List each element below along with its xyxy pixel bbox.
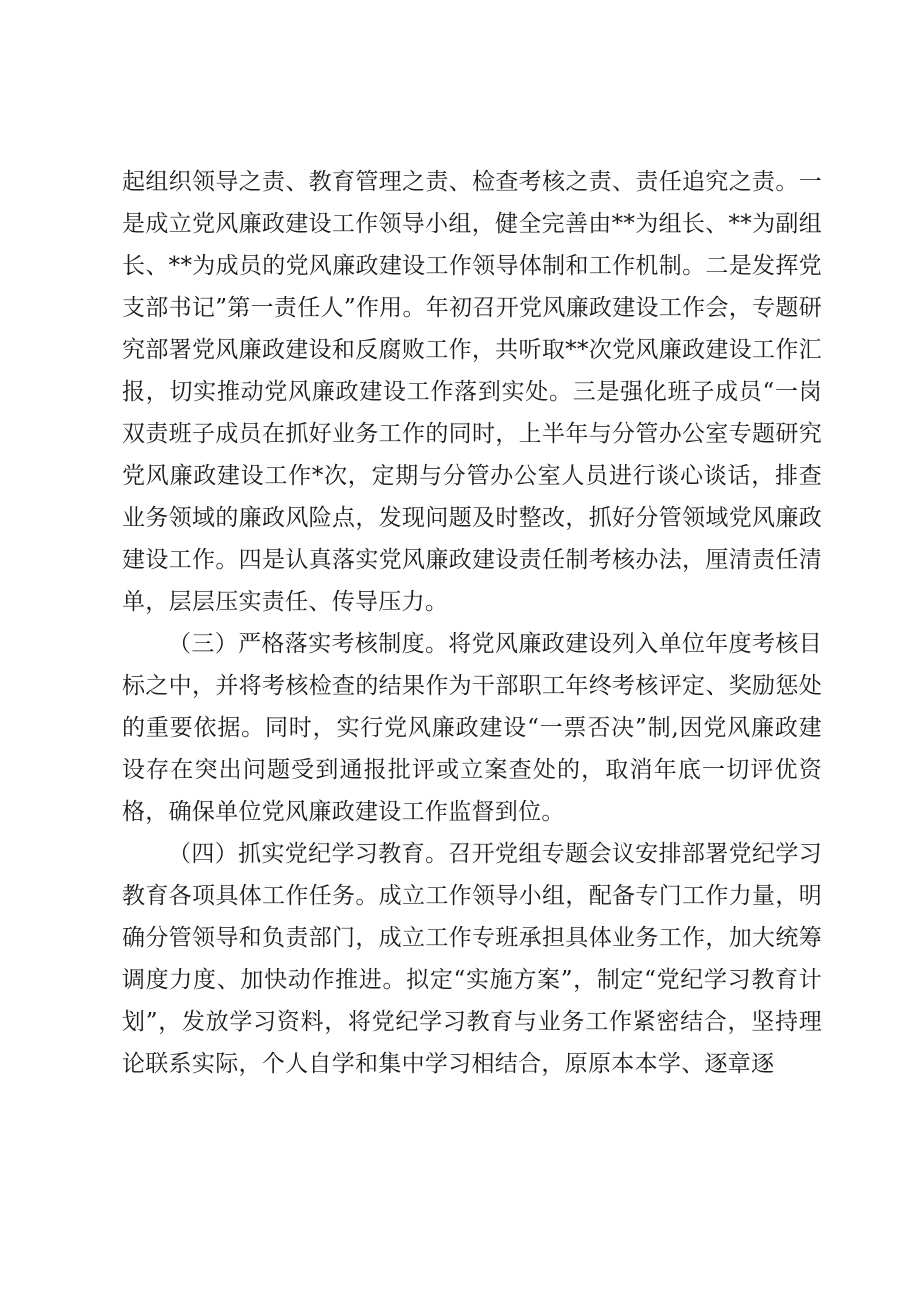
paragraph-section-4: （四）抓实党纪学习教育。召开党组专题会议安排部署党纪学习教育各项具体工作任务。成立工作领导小组，配备专门工作力量，明确分管领导和负责部门，成立工作专班承担具体业务工作，加大统筹调度力度、加快动作推进。拟定“实施方案”，制定“党纪学习教育计划”，发放学习资料，将党纪学习教育与业务工作紧密结合，坚持理论联系实际，个人自学和集中学习相结合，原原本本学、逐章逐 (122, 841, 822, 1077)
paragraph-continued: 起组织领导之责、教育管理之责、检查考核之责、责任追究之责。一是成立党风廉政建设工作领导小组，健全完善由**为组长、**为副组长、**为成员的党风廉政建设工作领导体制和工作机制。二是发挥党支部书记”第一责任人”作用。年初召开党风廉政建设工作会，专题研究部署党风廉政建设和反腐败工作，共听取**次党风廉政建设工作汇报，切实推动党风廉政建设工作落到实处。三是强化班子成员“一岗双责班子成员在抓好业务工作的同时，上半年与分管办公室专题研究党风廉政建设工作*次，定期与分管办公室人员进行谈心谈话，排查业务领域的廉政风险点，发现问题及时整改，抓好分管领域党风廉政建设工作。四是认真落实党风廉政建设责任制考核办法，厘清责任清单，层层压实责任、传导压力。 (122, 169, 822, 615)
document-body (122, 161, 822, 1085)
paragraph-section-3: （三）严格落实考核制度。将党风廉政建设列入单位年度考核目标之中，并将考核检查的结果作为干部职工年终考核评定、奖励惩处的重要依据。同时，实行党风廉政建设“一票否决”制,因党风廉政建设存在突出问题受到通报批评或立案查处的，取消年底一切评优资格，确保单位党风廉政建设工作监督到位。 (122, 631, 822, 825)
